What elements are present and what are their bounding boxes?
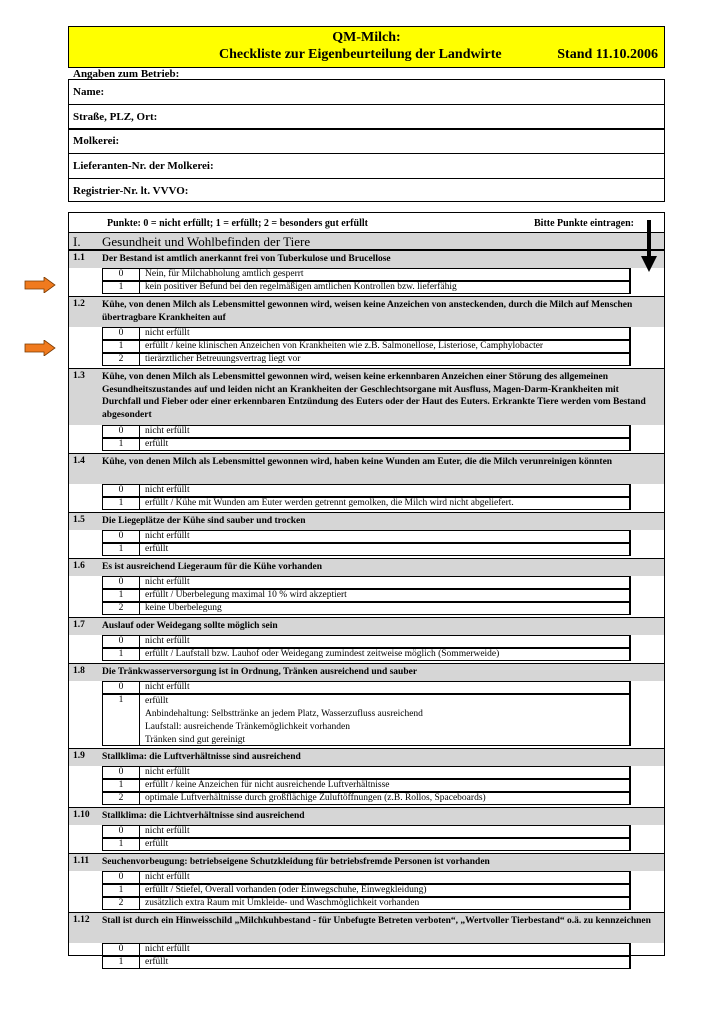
question-text: Auslauf oder Weidegang sollte möglich sein — [102, 621, 278, 631]
arrow-right-icon — [24, 277, 56, 293]
section-title: Gesundheit und Wohlbefinden der Tiere — [102, 234, 311, 249]
field-lieferanten-nr[interactable]: Lieferanten-Nr. der Molkerei: — [69, 154, 664, 179]
option-value: 1 — [103, 590, 140, 601]
punkte-legend: Punkte: 0 = nicht erfüllt; 1 = erfüllt; 2 = besonders gut erfüllt — [107, 218, 368, 229]
question-number: 1.8 — [73, 666, 85, 676]
option-text: zusätzlich extra Raum mit Umkleide- und Waschmöglichkeit vorhanden — [145, 898, 420, 908]
option-row — [102, 943, 630, 956]
option-text: erfüllt — [145, 544, 169, 554]
option-text: nicht erfüllt — [145, 944, 190, 954]
question-number: 1.3 — [73, 371, 85, 381]
question-number: 1.5 — [73, 515, 85, 525]
question-header — [69, 807, 664, 825]
option-value: 1 — [103, 341, 140, 352]
field-address[interactable]: Straße, PLZ, Ort: — [73, 111, 158, 123]
option-text: erfüllt — [145, 439, 169, 449]
question-header — [69, 748, 664, 766]
option-value: 1 — [103, 544, 140, 555]
option-detail: Anbindehaltung: Selbsttränke an jedem Platz, Wasserzufluss ausreichend — [145, 709, 423, 719]
arrow-right-icon — [24, 340, 56, 356]
option-row — [102, 425, 630, 438]
question-text: Seuchenvorbeugung: betriebseigene Schutzkleidung für betriebsfremde Personen ist vorhanden — [102, 857, 490, 867]
option-value: 0 — [103, 682, 140, 693]
option-text: nicht erfüllt — [145, 872, 190, 882]
option-text: tierärztlicher Betreuungsvertrag liegt vor — [145, 354, 301, 364]
question-number: 1.4 — [73, 456, 85, 466]
field-registrier-nr[interactable]: Registrier-Nr. lt. VVVO: — [73, 185, 189, 197]
option-value: 0 — [103, 269, 140, 280]
option-value: 0 — [103, 426, 140, 437]
points-entry-box[interactable] — [630, 943, 666, 969]
question-text: Stallklima: die Lichtverhältnisse sind ausreichend — [102, 811, 305, 821]
points-entry-box[interactable] — [630, 871, 666, 910]
option-row — [102, 838, 630, 851]
question-number: 1.10 — [73, 810, 90, 820]
option-row — [102, 766, 630, 779]
option-text: erfüllt — [145, 957, 169, 967]
question-header — [69, 512, 664, 530]
option-row — [102, 576, 630, 589]
question-text: Die Liegeplätze der Kühe sind sauber und trocken — [102, 516, 306, 526]
option-row — [102, 340, 630, 353]
option-text: erfüllt / Stiefel, Overall vorhanden (oder Einwegschuhe, Einwegkleidung) — [145, 885, 427, 895]
punkte-instruction: Bitte Punkte eintragen: — [534, 218, 634, 229]
option-row — [102, 438, 630, 451]
checklist-table — [68, 212, 665, 967]
question-text: Kühe, von denen Milch als Lebensmittel gewonnen wird, haben keine Wunden am Euter, die die Milch verunreinigen könnten — [102, 457, 613, 467]
option-row — [102, 497, 630, 510]
option-row — [102, 589, 630, 602]
option-row — [102, 681, 630, 694]
option-row — [102, 694, 630, 746]
betrieb-box-1 — [68, 79, 665, 130]
question-number: 1.7 — [73, 620, 85, 630]
option-value: 0 — [103, 826, 140, 837]
question-header — [69, 368, 664, 425]
option-row — [102, 956, 630, 969]
question-header — [69, 912, 664, 943]
option-text: nicht erfüllt — [145, 636, 190, 646]
question-header — [69, 453, 664, 484]
option-row — [102, 353, 630, 366]
question-number: 1.12 — [73, 915, 90, 925]
question-text: Kühe, von denen Milch als Lebensmittel gewonnen wird, weisen keine erkennbaren Anzeichen einer Störung des allgemeinen Gesundheitszustandes auf und leiden nicht an Krankheiten der Geschlechtsorgane mit Ausfluss, Magen-Darm-Krankheiten mit Durchfall und Fieber oder einer erkennbaren Entzündung des Euters oder der Haut des Euters. Erkrankte Tiere werden vom Bestand abgesondert — [102, 372, 646, 420]
option-value: 0 — [103, 577, 140, 588]
option-text: nicht erfüllt — [145, 577, 190, 587]
question-text: Der Bestand ist amtlich anerkannt frei von Tuberkulose und Brucellose — [102, 254, 391, 264]
option-value: 1 — [103, 498, 140, 509]
option-value: 0 — [103, 485, 140, 496]
option-text: erfüllt / Laufstall bzw. Lauhof oder Weidegang zumindest zeitweise möglich (Sommerweide) — [145, 649, 500, 659]
option-row — [102, 792, 630, 805]
option-detail: Tränken sind gut gereinigt — [145, 735, 246, 745]
option-value: 1 — [103, 282, 140, 293]
option-value: 2 — [103, 603, 140, 614]
option-text: nicht erfüllt — [145, 426, 190, 436]
question-text: Es ist ausreichend Liegeraum für die Kühe vorhanden — [102, 562, 323, 572]
option-row — [102, 543, 630, 556]
option-detail: Laufstall: ausreichende Tränkemöglichkeit vorhanden — [145, 722, 350, 732]
option-value: 0 — [103, 767, 140, 778]
arrow-down-icon — [640, 220, 658, 272]
points-entry-box[interactable] — [630, 425, 666, 451]
option-text: Nein, für Milchabholung amtlich gesperrt — [145, 269, 304, 279]
option-row — [102, 825, 630, 838]
betrieb-box-2 — [68, 128, 665, 202]
option-text: nicht erfüllt — [145, 826, 190, 836]
option-text: nicht erfüllt — [145, 682, 190, 692]
option-value: 2 — [103, 354, 140, 365]
question-number: 1.9 — [73, 751, 85, 761]
document-header — [68, 26, 665, 68]
option-row — [102, 530, 630, 543]
option-row — [102, 281, 630, 294]
option-row — [102, 484, 630, 497]
option-text: erfüllt — [145, 696, 169, 706]
option-text: nicht erfüllt — [145, 485, 190, 495]
document-subtitle: Checkliste zur Eigenbeurteilung der Landwirte — [219, 47, 502, 62]
option-value: 1 — [103, 649, 140, 660]
option-text: erfüllt / keine klinischen Anzeichen von Krankheiten wie z.B. Salmonellose, Listeriose, Camphylobacter — [145, 341, 544, 351]
betrieb-section-title: Angaben zum Betrieb: — [73, 68, 180, 80]
question-number: 1.11 — [73, 856, 90, 866]
points-entry-box[interactable] — [630, 576, 666, 615]
field-molkerei[interactable]: Molkerei: — [69, 129, 664, 154]
option-value: 1 — [103, 839, 140, 850]
question-text: Die Tränkwasserversorgung ist in Ordnung, Tränken ausreichend und sauber — [102, 667, 418, 677]
option-value: 0 — [103, 944, 140, 955]
option-text: optimale Luftverhältnisse durch großflächige Zuluftöffnungen (z.B. Rollos, Spaceboards) — [145, 793, 486, 803]
option-row — [102, 779, 630, 792]
points-entry-box[interactable] — [630, 681, 666, 746]
option-value: 1 — [103, 439, 140, 450]
option-value: 2 — [103, 898, 140, 909]
section-number: I. — [73, 234, 81, 249]
option-text: erfüllt / Kühe mit Wunden am Euter werden getrennt gemolken, die Milch wird nicht abgeliefert. — [145, 498, 514, 508]
question-text: Stall ist durch ein Hinweisschild „Milchkuhbestand - für Unbefugte Betreten verboten“, „Wertvoller Tierbestand“ o.ä. zu kennzeichnen — [102, 916, 651, 926]
points-entry-box[interactable] — [630, 327, 666, 366]
option-row — [102, 648, 630, 661]
option-value: 0 — [103, 328, 140, 339]
field-name[interactable]: Name: — [69, 80, 664, 105]
points-entry-box[interactable] — [630, 530, 666, 556]
document-date: Stand 11.10.2006 — [557, 47, 658, 62]
points-entry-box[interactable] — [630, 635, 666, 661]
option-value: 1 — [103, 957, 140, 968]
option-row — [102, 327, 630, 340]
option-text: keine Überbelegung — [145, 603, 222, 613]
question-header — [69, 853, 664, 871]
option-value: 0 — [103, 872, 140, 883]
document-title: QM-Milch: — [332, 30, 401, 45]
question-text: Stallklima: die Luftverhältnisse sind ausreichend — [102, 752, 301, 762]
option-row — [102, 602, 630, 615]
option-row — [102, 635, 630, 648]
option-row — [102, 884, 630, 897]
option-value: 0 — [103, 636, 140, 647]
option-value: 2 — [103, 793, 140, 804]
points-entry-box[interactable] — [630, 825, 666, 851]
question-header — [69, 250, 664, 268]
option-text: erfüllt / keine Anzeichen für nicht ausreichende Luftverhältnisse — [145, 780, 390, 790]
option-text: nicht erfüllt — [145, 328, 190, 338]
question-text: Kühe, von denen Milch als Lebensmittel gewonnen wird, weisen keine Anzeichen von ansteckenden, durch die Milch auf Menschen übertragbare Krankheiten auf — [102, 300, 633, 323]
option-row — [102, 871, 630, 884]
option-value: 0 — [103, 531, 140, 542]
option-text: nicht erfüllt — [145, 531, 190, 541]
option-value: 1 — [103, 695, 140, 745]
question-header — [69, 617, 664, 635]
option-text: erfüllt — [145, 839, 169, 849]
option-value: 1 — [103, 885, 140, 896]
option-value: 1 — [103, 780, 140, 791]
section-header — [69, 232, 664, 250]
question-number: 1.6 — [73, 561, 85, 571]
option-row — [102, 268, 630, 281]
question-number: 1.1 — [73, 253, 85, 263]
option-text: erfüllt / Überbelegung maximal 10 % wird akzeptiert — [145, 590, 347, 600]
question-header — [69, 296, 664, 327]
option-row — [102, 897, 630, 910]
option-text: kein positiver Befund bei den regelmäßigen amtlichen Kontrollen bzw. lieferfähig — [145, 282, 457, 292]
question-header — [69, 558, 664, 576]
points-entry-box[interactable] — [630, 766, 666, 805]
question-number: 1.2 — [73, 299, 85, 309]
question-header — [69, 663, 664, 681]
points-entry-box[interactable] — [630, 484, 666, 510]
option-text: nicht erfüllt — [145, 767, 190, 777]
